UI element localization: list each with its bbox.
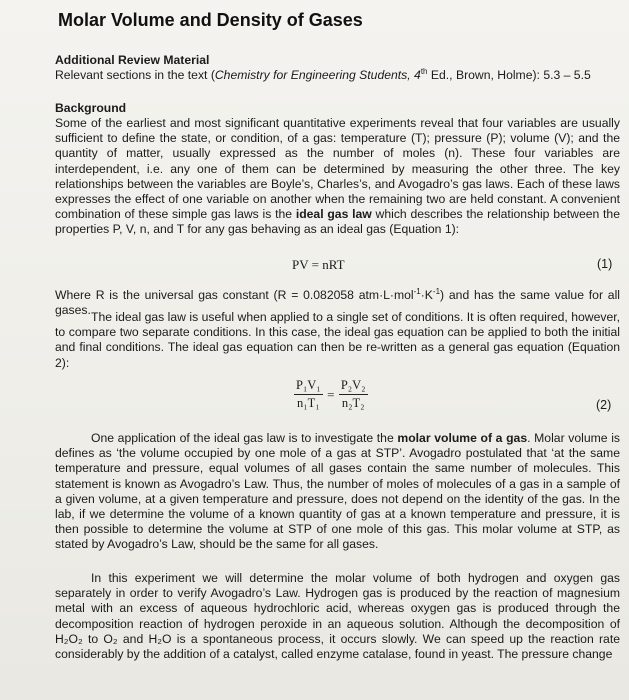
p2-text-b: ·K — [420, 288, 433, 302]
p2-text-c: ) and has the same value for all gases. — [55, 288, 620, 318]
paragraph-5 — [55, 571, 620, 662]
p3-text: The ideal gas law is useful when applied to a single set of conditions. It is often required, however, to compare two separate conditions. In this case, the ideal gas equation can be applied to both the initial and final conditions. The ideal gas equation can then be re-written as a general gas equation (Equation 2): — [55, 310, 620, 370]
paragraph-4 — [55, 431, 620, 553]
eq2-right-den: n₂T₂ — [341, 396, 365, 411]
review-rest: Ed., Brown, Holme): 5.3 – 5.5 — [427, 68, 591, 82]
p2-sup-2: -1 — [432, 286, 441, 296]
p1-bold: ideal gas law — [295, 207, 372, 222]
equation-1-number: (1) — [597, 257, 613, 271]
p1-text-a: Some of the earliest and most significant quantitative experiments reveal that four variables are usually sufficient to define the state, or condition, of a gas: temperature (T); pressure (P); volume (V); and the quantity of matter, usually expressed as the number of moles (n). These four variables are interdependent, i.e. any one of them can be determined by measuring the other three. The key relationships between the variables are Boyle’s, Charles’s, and Avogadro’s gas laws. Each of these laws expresses the effect of one variable on another when the remaining two are held constant. A convenient combination of these simple gas laws is the — [55, 116, 620, 222]
p2-text-a: Where R is the universal gas constant (R = 0.082058 atm·L·mol — [55, 288, 414, 302]
eq2-equals: = — [327, 387, 335, 403]
eq2-left-den: n₁T₁ — [297, 396, 320, 411]
book-title: Chemistry for Engineering Students — [214, 68, 408, 82]
p4-text-a: One application of the ideal gas law is to investigate the — [91, 431, 398, 445]
review-prefix: Relevant sections in the text ( — [55, 68, 215, 82]
p1-text-b: which describes the relationship between the properties P, V, n, and T for any gas behaving as an ideal gas (Equation 1): — [55, 207, 620, 237]
background-heading: Background — [55, 101, 127, 115]
book-edition: , 4 — [407, 68, 421, 82]
edition-sup: th — [420, 66, 428, 76]
review-heading: Additional Review Material — [55, 53, 210, 67]
equation-1: PV = nRT — [292, 257, 345, 272]
p4-bold: molar volume of a gas — [397, 431, 528, 445]
p5-text: In this experiment we will determine the molar volume of both hydrogen and oxygen gas separately in order to verify Avogadro’s Law. Hydrogen gas is produced by the reaction of magnesium metal with an excess of aqueous hydrochloric acid, whereas oxygen gas is produced through the decomposition reaction of hydrogen peroxide in an aqueous solution. Although the decomposition of H₂O₂ to O₂ and H₂O is a spontaneous process, it occurs slowly. We can speed up the reaction rate considerably by the addition of a catalyst, called enzyme catalase, found in yeast. The pressure change — [55, 571, 620, 662]
paragraph-1 — [55, 116, 620, 238]
eq2-left-num: P₁V₁ — [294, 378, 323, 395]
page-title: Molar Volume and Density of Gases — [58, 10, 363, 30]
paragraph-3 — [55, 310, 620, 371]
equation-2-number: (2) — [596, 398, 612, 412]
eq2-right-fraction — [339, 378, 368, 411]
eq2-right-num: P₂V₂ — [339, 378, 368, 395]
eq2-left-fraction — [294, 378, 323, 411]
equation-2 — [294, 378, 368, 411]
p2-sup-1: -1 — [413, 286, 421, 296]
p4-text-b: . Molar volume is defines as ‘the volume occupied by one mole of a gas at STP’. Avogadro postulated that ‘at the same temperature and pressure, equal volumes of all gases contain the same number of molecules. This statement is known as Avogadro’s Law. Thus, the number of moles of molecules of a gas in a sample of a given volume, at a given temperature and pressure, does not depend on the identity of the gas. In the lab, if we determine the volume of a known quantity of gas at a known temperature and pressure, it is then possible to determine the volume at STP of one mole of this gas. This molar volume at STP, as stated by Avogadro’s Law, should be the same for all gases. — [55, 431, 621, 552]
review-line — [55, 68, 620, 83]
